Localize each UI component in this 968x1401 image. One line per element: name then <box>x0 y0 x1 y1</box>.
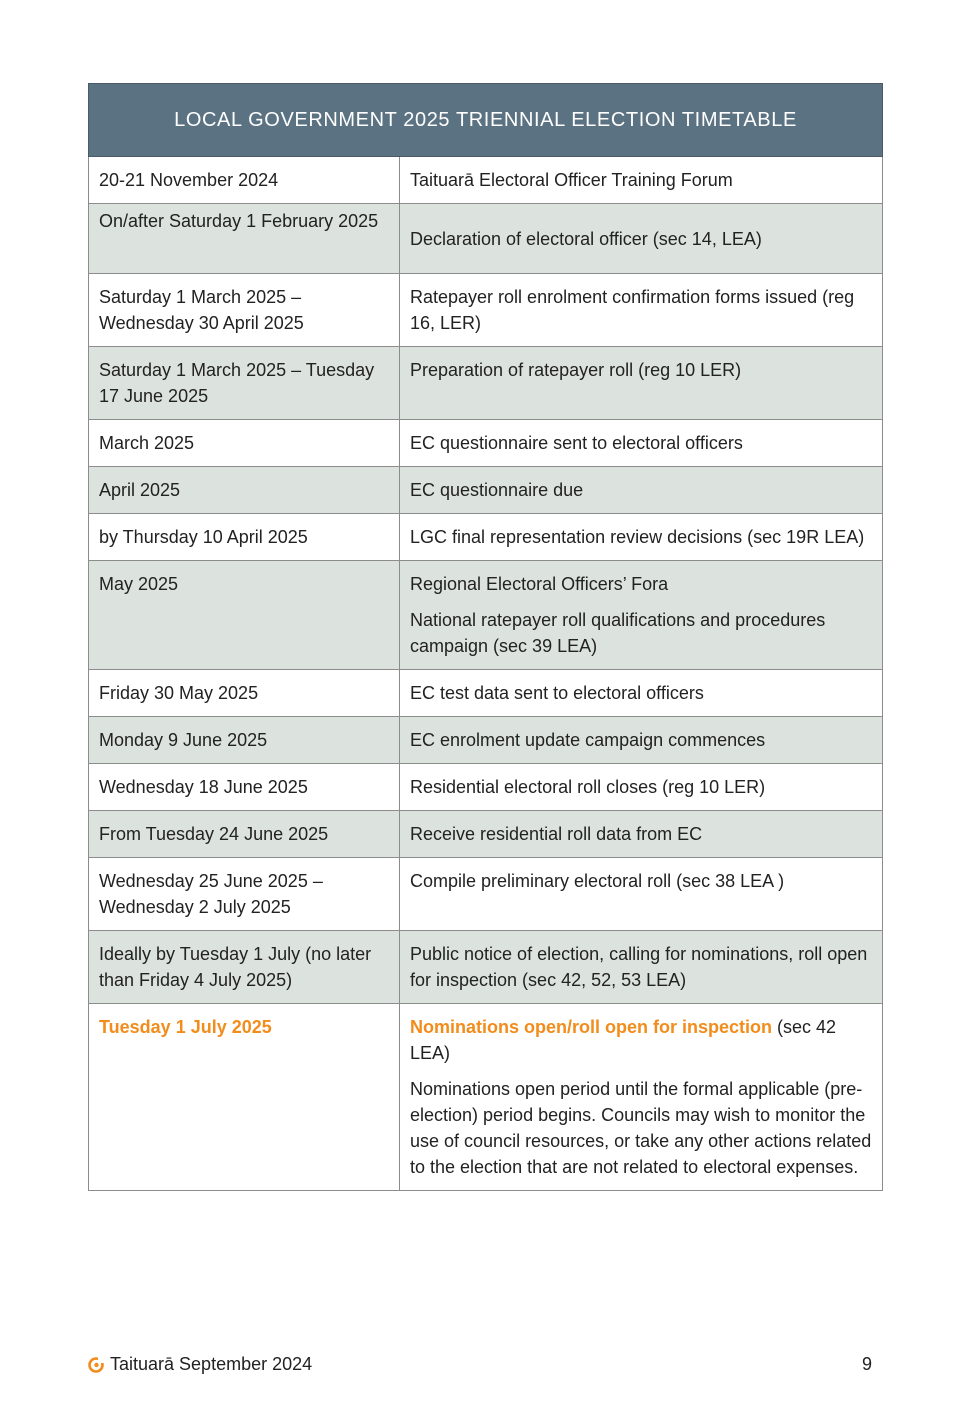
event-line: Nominations open period until the formal applicable (pre-election) period begins. Councils may wish to monitor the use of council resources, or take any other actions related to the election that are not related to electoral expenses. <box>410 1079 872 1177</box>
page-number: 9 <box>861 1354 872 1374</box>
row-event: Residential electoral roll closes (reg 10 LER) <box>400 764 883 811</box>
row-date: On/after Saturday 1 February 2025 <box>89 204 400 274</box>
row-event: Compile preliminary electoral roll (sec 38 LEA ) <box>400 858 883 931</box>
row-event: Preparation of ratepayer roll (reg 10 LER) <box>400 347 883 420</box>
event-reference: (sec 42 LEA) <box>410 1017 837 1063</box>
row-event: Ratepayer roll enrolment confirmation forms issued (reg 16, LER) <box>400 274 883 347</box>
event-line: Regional Electoral Officers’ Fora <box>410 574 669 594</box>
row-event: EC questionnaire sent to electoral officers <box>400 420 883 467</box>
row-date: 20-21 November 2024 <box>89 157 400 204</box>
table-row <box>89 670 883 717</box>
table-title: LOCAL GOVERNMENT 2025 TRIENNIAL ELECTION TIMETABLE <box>89 84 883 157</box>
event-line <box>410 1014 872 1066</box>
event-line: National ratepayer roll qualifications and procedures campaign (sec 39 LEA) <box>410 610 826 656</box>
footer <box>88 1354 312 1375</box>
row-date <box>89 1004 400 1191</box>
row-date: Saturday 1 March 2025 – Tuesday 17 June 2025 <box>89 347 400 420</box>
table-row <box>89 1004 883 1191</box>
table-row <box>89 561 883 670</box>
row-date: May 2025 <box>89 561 400 670</box>
row-date: Saturday 1 March 2025 – Wednesday 30 April 2025 <box>89 274 400 347</box>
row-event: EC enrolment update campaign commences <box>400 717 883 764</box>
table-row <box>89 467 883 514</box>
table-row <box>89 764 883 811</box>
row-event: EC questionnaire due <box>400 467 883 514</box>
table-row <box>89 717 883 764</box>
row-event: EC test data sent to electoral officers <box>400 670 883 717</box>
row-event <box>400 561 883 670</box>
highlight-event: Nominations open/roll open for inspection <box>410 1017 773 1037</box>
row-event: Receive residential roll data from EC <box>400 811 883 858</box>
table-row <box>89 420 883 467</box>
table-row <box>89 811 883 858</box>
row-event <box>400 1004 883 1191</box>
row-date: Wednesday 18 June 2025 <box>89 764 400 811</box>
row-date: Wednesday 25 June 2025 – Wednesday 2 July 2025 <box>89 858 400 931</box>
row-date: March 2025 <box>89 420 400 467</box>
table-row <box>89 514 883 561</box>
table-row <box>89 157 883 204</box>
row-date: by Thursday 10 April 2025 <box>89 514 400 561</box>
row-date: April 2025 <box>89 467 400 514</box>
row-date: From Tuesday 24 June 2025 <box>89 811 400 858</box>
row-event: Public notice of election, calling for nominations, roll open for inspection (sec 42, 52, 53 LEA) <box>400 931 883 1004</box>
row-event: Declaration of electoral officer (sec 14, LEA) <box>400 204 883 274</box>
row-date: Ideally by Tuesday 1 July (no later than Friday 4 July 2025) <box>89 931 400 1004</box>
taituara-logo-icon <box>88 1357 104 1373</box>
table-row <box>89 347 883 420</box>
row-date: Monday 9 June 2025 <box>89 717 400 764</box>
highlight-date: Tuesday 1 July 2025 <box>99 1017 272 1037</box>
table-row <box>89 204 883 274</box>
row-date: Friday 30 May 2025 <box>89 670 400 717</box>
table-row <box>89 858 883 931</box>
row-event: Taituarā Electoral Officer Training Forum <box>400 157 883 204</box>
table-row <box>89 274 883 347</box>
row-event: LGC final representation review decisions (sec 19R LEA) <box>400 514 883 561</box>
footer-text: Taituarā September 2024 <box>110 1354 313 1374</box>
election-timetable <box>88 83 883 1191</box>
table-row <box>89 931 883 1004</box>
